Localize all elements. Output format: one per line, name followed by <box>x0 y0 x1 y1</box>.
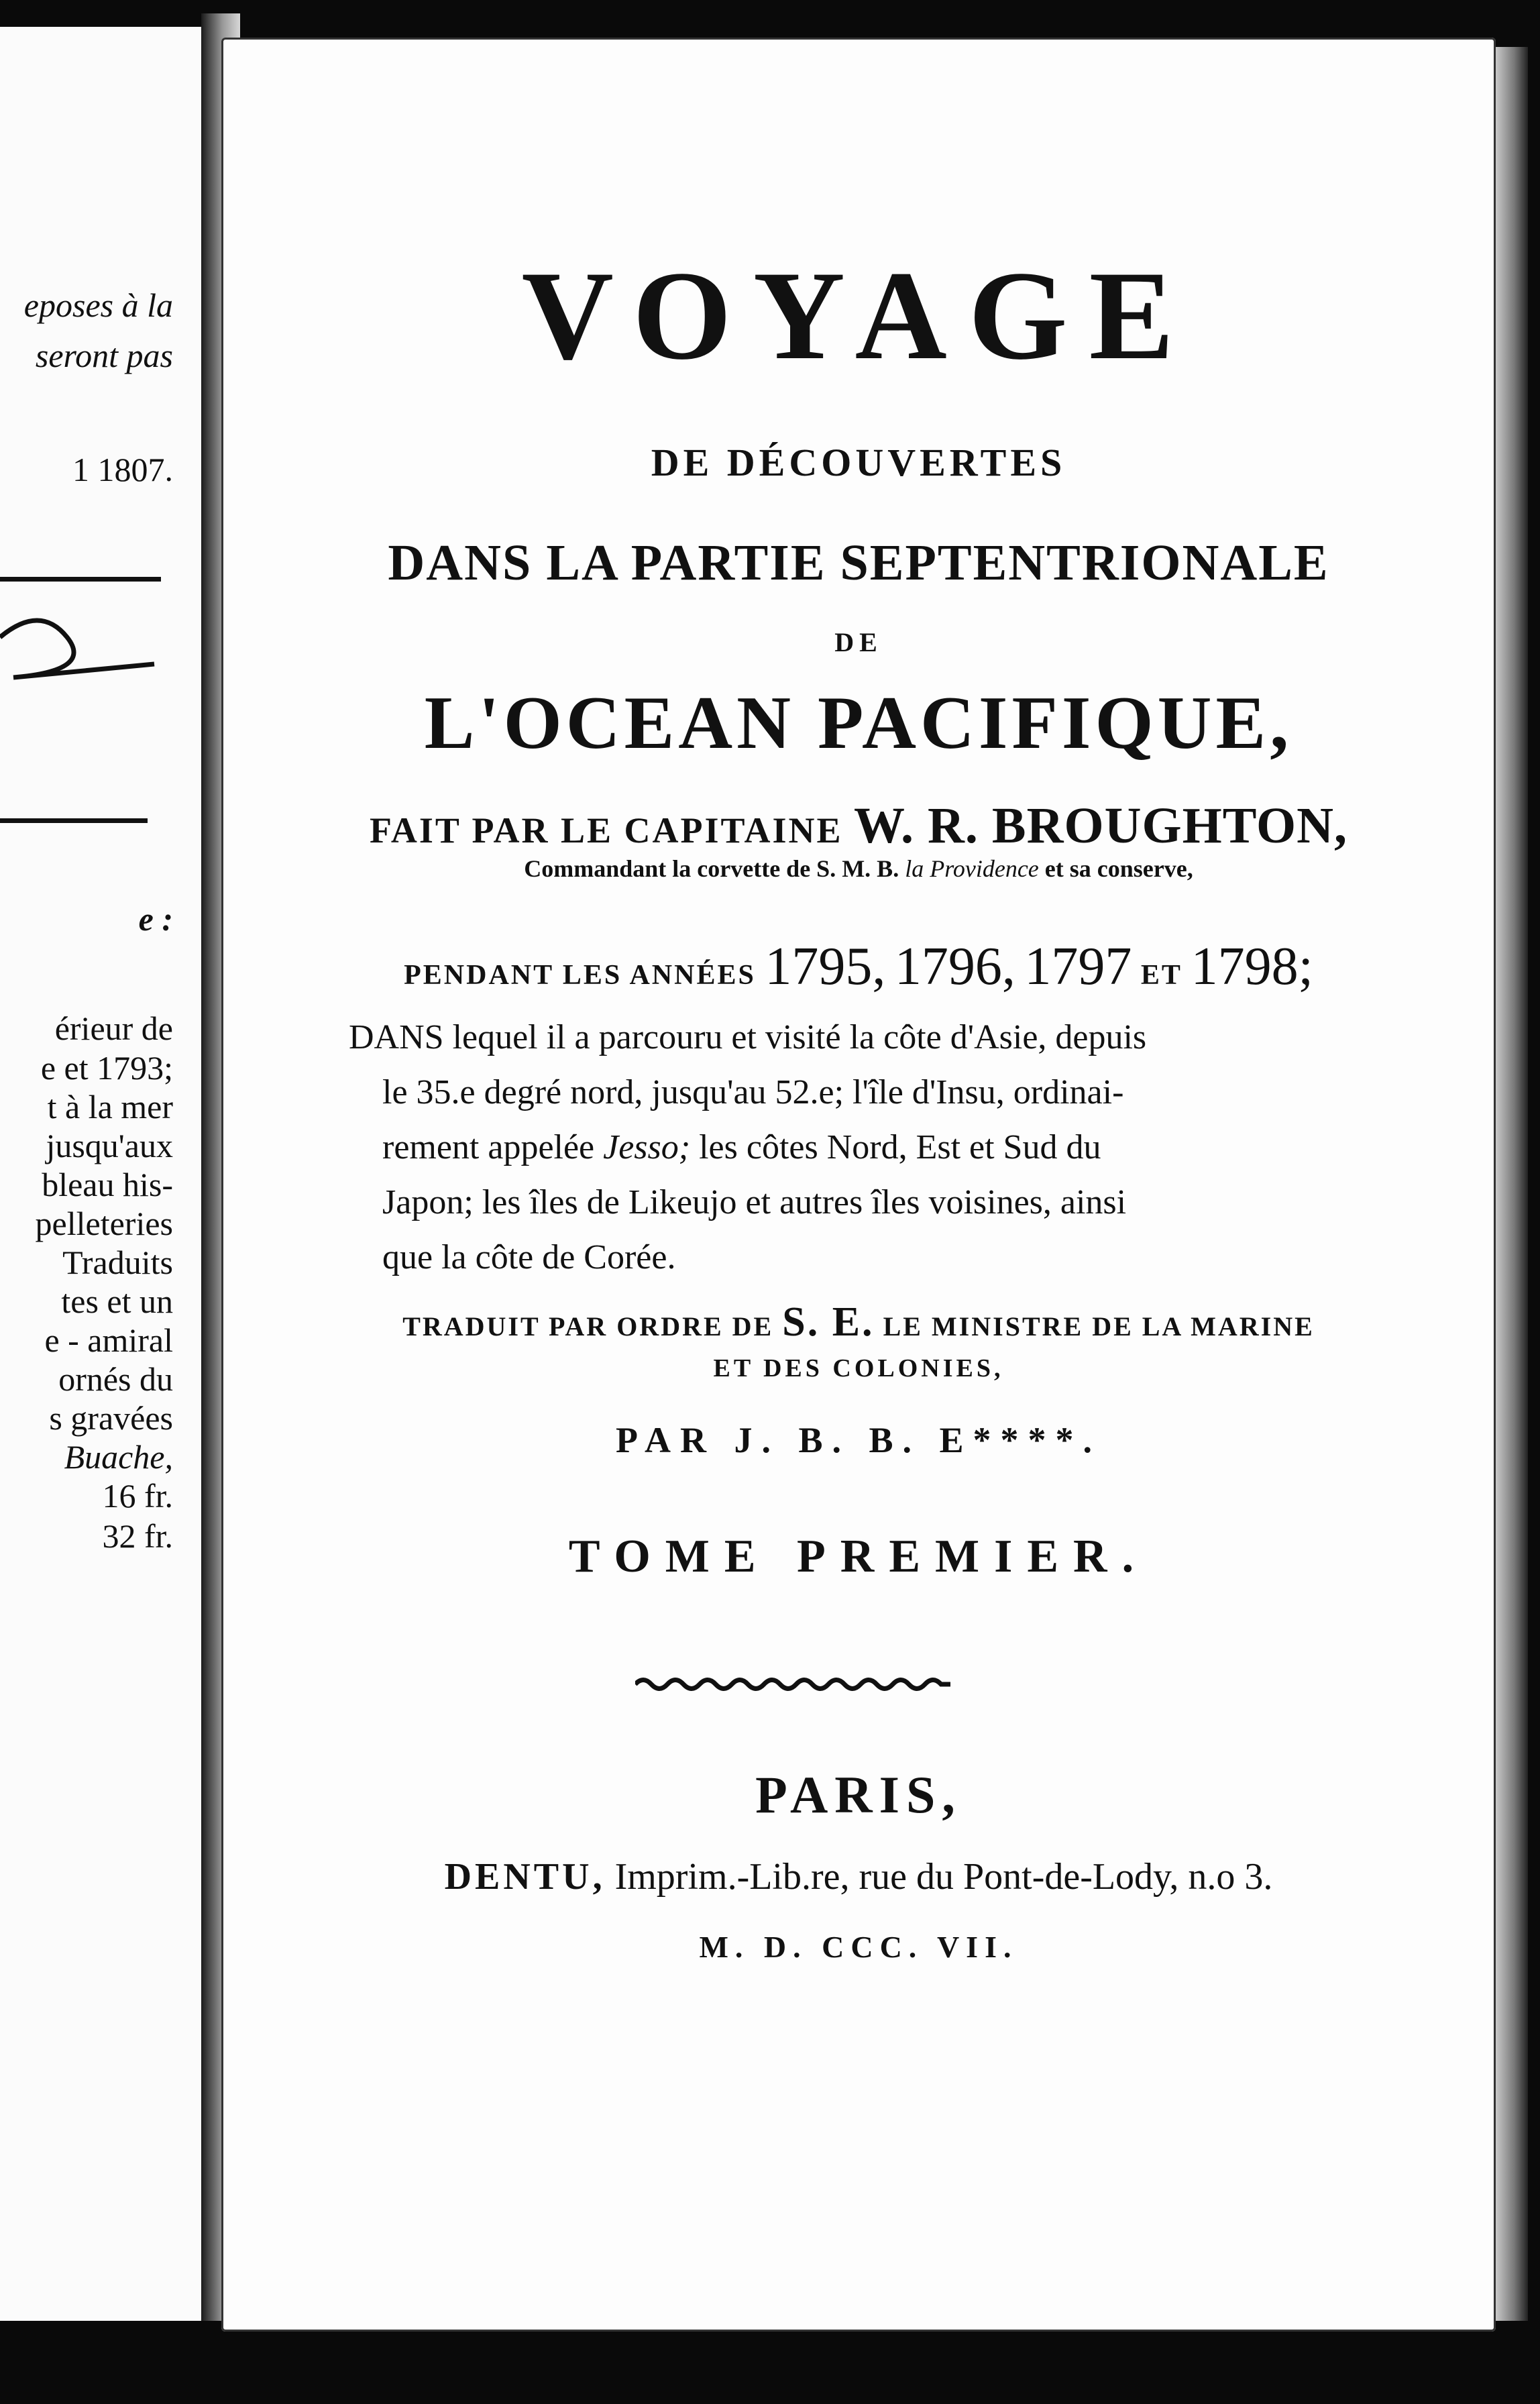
left-list-line: e et 1793; <box>40 1049 173 1087</box>
subtitle-line-3: DE <box>834 627 883 657</box>
summary-line: DANS lequel il a parcouru et visité la côte d'Asie, depuis <box>349 1018 1147 1056</box>
left-list-line: bleau his- <box>42 1166 173 1203</box>
left-list-line: s gravées <box>49 1399 173 1437</box>
commander-suffix: et sa conserve, <box>1044 855 1193 882</box>
years-line <box>221 936 1496 997</box>
years-prefix: PENDANT LES ANNÉES <box>404 960 756 991</box>
page-edge-shadow <box>1494 47 1528 2321</box>
left-list-line: e - amiral <box>44 1321 173 1359</box>
left-list-line: pelleteries <box>35 1205 173 1242</box>
left-list-line: 16 fr. <box>102 1477 173 1515</box>
year-4: 1798; <box>1191 937 1313 996</box>
publisher-address: Imprim.-Lib.re, rue du Pont-de-Lody, n.o 3. <box>614 1856 1273 1898</box>
ship-name: la Providence <box>905 855 1039 882</box>
year-1: 1795, <box>765 937 886 996</box>
commander-text: Commandant la corvette de S. M. B. <box>524 855 899 882</box>
left-date-fragment: 1 1807. <box>72 451 173 488</box>
left-list-line: tes et un <box>61 1282 173 1320</box>
commander-line <box>221 855 1496 883</box>
translated-minister: LE MINISTRE DE LA MARINE <box>883 1311 1315 1342</box>
translator-line: PAR J. B. B. E****. <box>615 1420 1102 1460</box>
subtitle-line-4: L'OCEAN PACIFIQUE, <box>424 681 1293 765</box>
translated-line-2: ET DES COLONIES, <box>713 1354 1004 1382</box>
year-3: 1797 <box>1024 937 1132 996</box>
publisher-name: DENTU, <box>444 1856 606 1898</box>
translated-se: S. E. <box>782 1299 875 1345</box>
publication-date: M. D. CCC. VII. <box>699 1930 1018 1964</box>
publication-city: PARIS, <box>755 1765 962 1824</box>
voyage-summary <box>349 1010 1388 1285</box>
left-list-line: ornés du <box>58 1360 173 1398</box>
translated-prefix: TRADUIT PAR ORDRE DE <box>402 1311 774 1342</box>
left-text-line: seront pas <box>35 337 173 374</box>
book-title: VOYAGE <box>521 245 1196 386</box>
years-et: ET <box>1140 960 1182 991</box>
left-list-line: t à la mer <box>47 1088 173 1126</box>
summary-line: Japon; les îles de Likeujo et autres îles voisines, ainsi <box>382 1183 1127 1221</box>
publisher-line <box>221 1855 1496 1898</box>
left-rule <box>0 577 161 582</box>
translated-line-1 <box>221 1299 1496 1346</box>
author-name: W. R. BROUGHTON, <box>854 798 1348 854</box>
summary-line: le 35.e degré nord, jusqu'au 52.e; l'île d'Insu, ordinai- <box>382 1073 1124 1111</box>
left-section-label: e : <box>138 900 173 938</box>
left-flourish <box>0 597 174 691</box>
summary-italic-jesso: Jesso; <box>603 1128 691 1166</box>
subtitle-line-2: DANS LA PARTIE SEPTENTRIONALE <box>388 535 1329 591</box>
left-list-line: 32 fr. <box>102 1517 173 1555</box>
left-list-line: Traduits <box>62 1244 173 1281</box>
summary-line: que la côte de Corée. <box>382 1238 676 1276</box>
author-line <box>221 797 1496 855</box>
left-list-line: jusqu'aux <box>46 1127 173 1164</box>
left-list-line: Buache, <box>64 1438 173 1476</box>
subtitle-line-1: DE DÉCOUVERTES <box>651 441 1066 484</box>
year-2: 1796, <box>894 937 1015 996</box>
title-page <box>221 38 1496 2332</box>
author-prefix: FAIT PAR LE CAPITAINE <box>369 810 843 851</box>
left-text-line: eposes à la <box>23 286 173 324</box>
left-list-line: érieur de <box>54 1009 173 1047</box>
left-rule <box>0 818 148 823</box>
summary-fragment: rement appelée <box>382 1128 595 1166</box>
volume-label: TOME PREMIER. <box>568 1531 1149 1582</box>
summary-fragment: les côtes Nord, Est et Sud du <box>699 1128 1101 1166</box>
ornament-rule <box>635 1674 950 1694</box>
left-facing-page <box>0 27 207 2321</box>
summary-line <box>349 1120 1388 1175</box>
